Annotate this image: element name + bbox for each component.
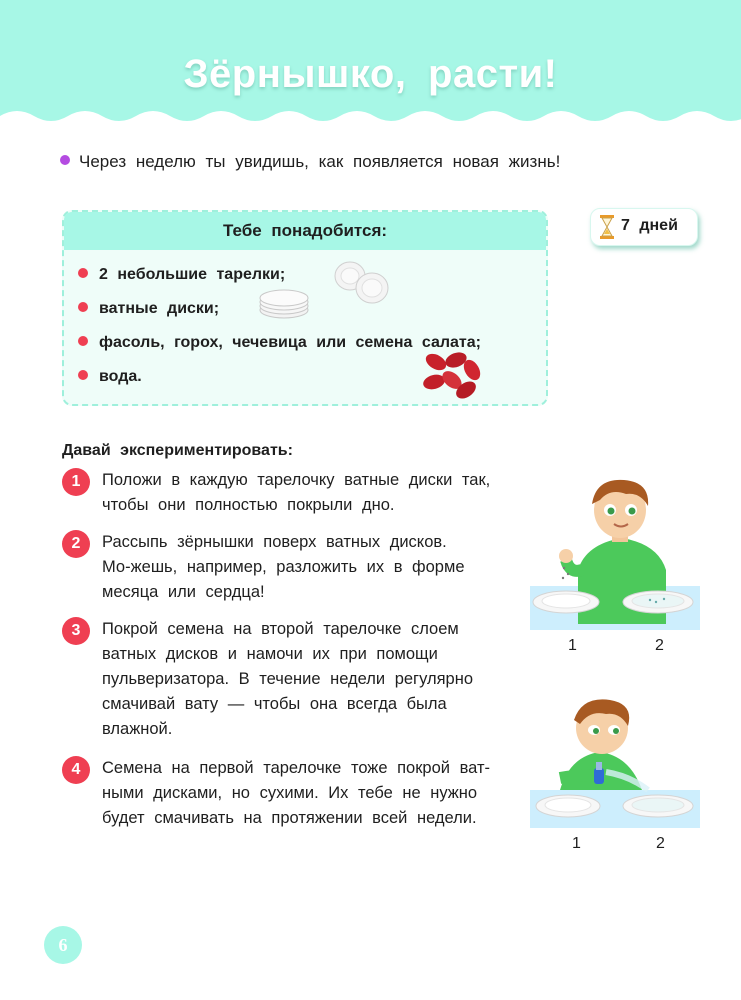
- boy-spraying-illustration: [530, 698, 700, 828]
- duration-label: 7 дней: [621, 217, 678, 234]
- red-bullet-icon: [78, 268, 88, 278]
- purple-bullet-icon: [60, 155, 70, 165]
- list-item: вода.: [78, 360, 481, 394]
- step-text: Семена на первой тарелочке тоже покрой ват- ными дисками, но сухими. Их тебе не нужно будет смачивать на протяжении всей недели.: [102, 759, 491, 827]
- wave-border: [0, 106, 741, 132]
- red-bullet-icon: [78, 370, 88, 380]
- step-number: 2: [62, 530, 90, 558]
- list-item: фасоль, горох, чечевица или семена салата;: [78, 326, 481, 360]
- figure2-label-2: 2: [656, 835, 665, 852]
- beans-icon: [420, 348, 486, 402]
- materials-title: Тебе понадобится:: [64, 212, 546, 250]
- hourglass-icon: [599, 215, 615, 239]
- step-text: Положи в каждую тарелочку ватные диски так, чтобы они полностью покрыли дно.: [102, 471, 491, 514]
- boy-sprinkling-illustration: [530, 474, 700, 630]
- red-bullet-icon: [78, 336, 88, 346]
- duration-badge: [590, 208, 698, 246]
- intro-text: [60, 152, 560, 172]
- figure1-label-1: 1: [568, 637, 577, 654]
- intro-label: Через неделю ты увидишь, как появляется новая жизнь!: [79, 152, 561, 171]
- plates-icon: [332, 256, 394, 308]
- list-item: ватные диски;: [78, 292, 481, 326]
- step-number: 3: [62, 617, 90, 645]
- step-text: Рассыпь зёрнышки поверх ватных дисков. Мо-жешь, например, разложить их в форме месяца или сердца!: [102, 533, 465, 601]
- step-number: 4: [62, 756, 90, 784]
- figure2-label-1: 1: [572, 835, 581, 852]
- list-item: 2 небольшие тарелки;: [78, 258, 481, 292]
- red-bullet-icon: [78, 302, 88, 312]
- steps-title: Давай экспериментировать:: [62, 442, 293, 459]
- page-header: [0, 0, 741, 130]
- figure1-label-2: 2: [655, 637, 664, 654]
- page-number: 6: [44, 926, 82, 964]
- cotton-pads-icon: [256, 286, 312, 320]
- materials-box: [62, 210, 548, 406]
- step-text: Покрой семена на второй тарелочке слоем ватных дисков и намочи их при помощи пульверизатора. В течение недели регулярно смачивай вату — чтобы она всегда была влажной.: [102, 620, 473, 738]
- step-number: 1: [62, 468, 90, 496]
- page-title: Зёрнышко, расти!: [183, 52, 558, 96]
